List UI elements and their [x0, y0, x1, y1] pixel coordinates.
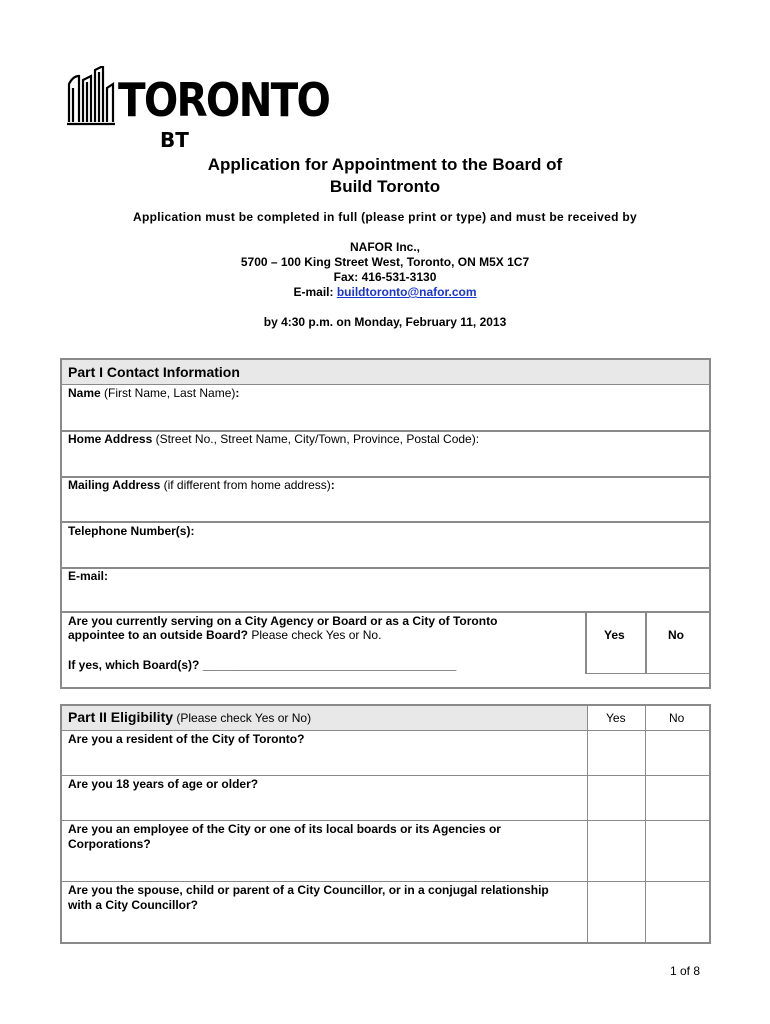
age-no-checkbox[interactable] [646, 776, 709, 820]
eligibility-question-age: Are you 18 years of age or older? [68, 777, 259, 791]
recipient-email-link[interactable]: buildtoronto@nafor.com [336, 285, 477, 299]
recipient-email-label: E-mail: [293, 285, 337, 299]
home-address-input-area[interactable] [62, 447, 709, 476]
name-label: Name [68, 386, 101, 400]
divider [62, 567, 709, 569]
serving-question-bold: appointee to an outside Board? [68, 628, 249, 642]
divider [585, 673, 709, 674]
serving-question-line-2 [68, 628, 381, 643]
recipient-fax: Fax: 416-531-3130 [333, 270, 437, 284]
name-hint: (First Name, Last Name) [100, 386, 236, 400]
page-title-line-1: Application for Appointment to the Board of [207, 155, 563, 174]
part2-header-hint: (Please check Yes or No) [173, 711, 312, 725]
home-address-label: Home Address [68, 432, 153, 446]
eligibility-question-relative-line-2: with a City Councillor? [68, 898, 199, 912]
divider [62, 611, 709, 613]
name-field-label [68, 386, 239, 401]
serving-no-checkbox[interactable] [647, 615, 709, 673]
resident-no-checkbox[interactable] [646, 731, 709, 775]
eligibility-question-relative-line-1: Are you the spouse, child or parent of a City Councillor, or in a conjugal relationship [68, 883, 549, 897]
part2-no-header: No [669, 711, 685, 725]
name-colon: : [235, 386, 240, 400]
resident-yes-checkbox[interactable] [588, 731, 645, 775]
submission-instructions: Application must be completed in full (please print or type) and must be received by [133, 210, 637, 224]
serving-no-label: No [668, 628, 684, 642]
serving-followup: If yes, which Board(s)? ______________________________________ [68, 658, 457, 672]
telephone-label: Telephone Number(s): [68, 524, 195, 538]
employee-yes-checkbox[interactable] [588, 821, 645, 881]
divider [62, 384, 709, 385]
part1-header-title: Part I Contact Information [68, 364, 240, 380]
page-number: 1 of 8 [670, 964, 701, 978]
email-label: E-mail: [68, 569, 109, 583]
recipient-address: 5700 – 100 King Street West, Toronto, ON M5X 1C7 [240, 255, 530, 269]
mailing-address-input-area[interactable] [62, 493, 709, 521]
eligibility-question-employee-line-1: Are you an employee of the City or one of its local boards or its Agencies or [68, 822, 501, 836]
page-title-line-2: Build Toronto [329, 177, 441, 196]
mailing-address-colon: : [330, 478, 335, 492]
recipient-org: NAFOR Inc., [349, 240, 420, 254]
serving-question-instruction: Please check Yes or No. [248, 628, 382, 642]
recipient-email [0, 285, 770, 300]
home-address-hint: (Street No., Street Name, City/Town, Province, Postal Code): [152, 432, 480, 446]
part2-header-title [68, 710, 311, 726]
email-input-area[interactable] [62, 584, 709, 611]
logo-subtitle: BT [160, 128, 189, 152]
serving-yes-checkbox[interactable] [587, 615, 645, 673]
telephone-input-area[interactable] [62, 539, 709, 567]
mailing-address-label: Mailing Address [68, 478, 161, 492]
mailing-address-hint: (if different from home address) [160, 478, 331, 492]
submission-deadline: by 4:30 p.m. on Monday, February 11, 2013 [263, 315, 507, 329]
eligibility-question-employee-line-2: Corporations? [68, 837, 151, 851]
divider [62, 521, 709, 523]
part2-yes-header: Yes [606, 711, 626, 725]
mailing-address-field-label [68, 478, 335, 493]
eligibility-question-resident: Are you a resident of the City of Toronto? [68, 732, 305, 746]
employee-no-checkbox[interactable] [646, 821, 709, 881]
serving-question-line-1: Are you currently serving on a City Agency or Board or as a City of Toronto [68, 614, 498, 628]
logo-wordmark: TORONTO [118, 73, 330, 127]
part2-header-bold: Part II Eligibility [68, 709, 174, 725]
relative-yes-checkbox[interactable] [588, 882, 645, 942]
home-address-field-label [68, 432, 479, 447]
serving-yes-label: Yes [604, 628, 625, 642]
age-yes-checkbox[interactable] [588, 776, 645, 820]
name-input-area[interactable] [62, 400, 709, 430]
relative-no-checkbox[interactable] [646, 882, 709, 942]
